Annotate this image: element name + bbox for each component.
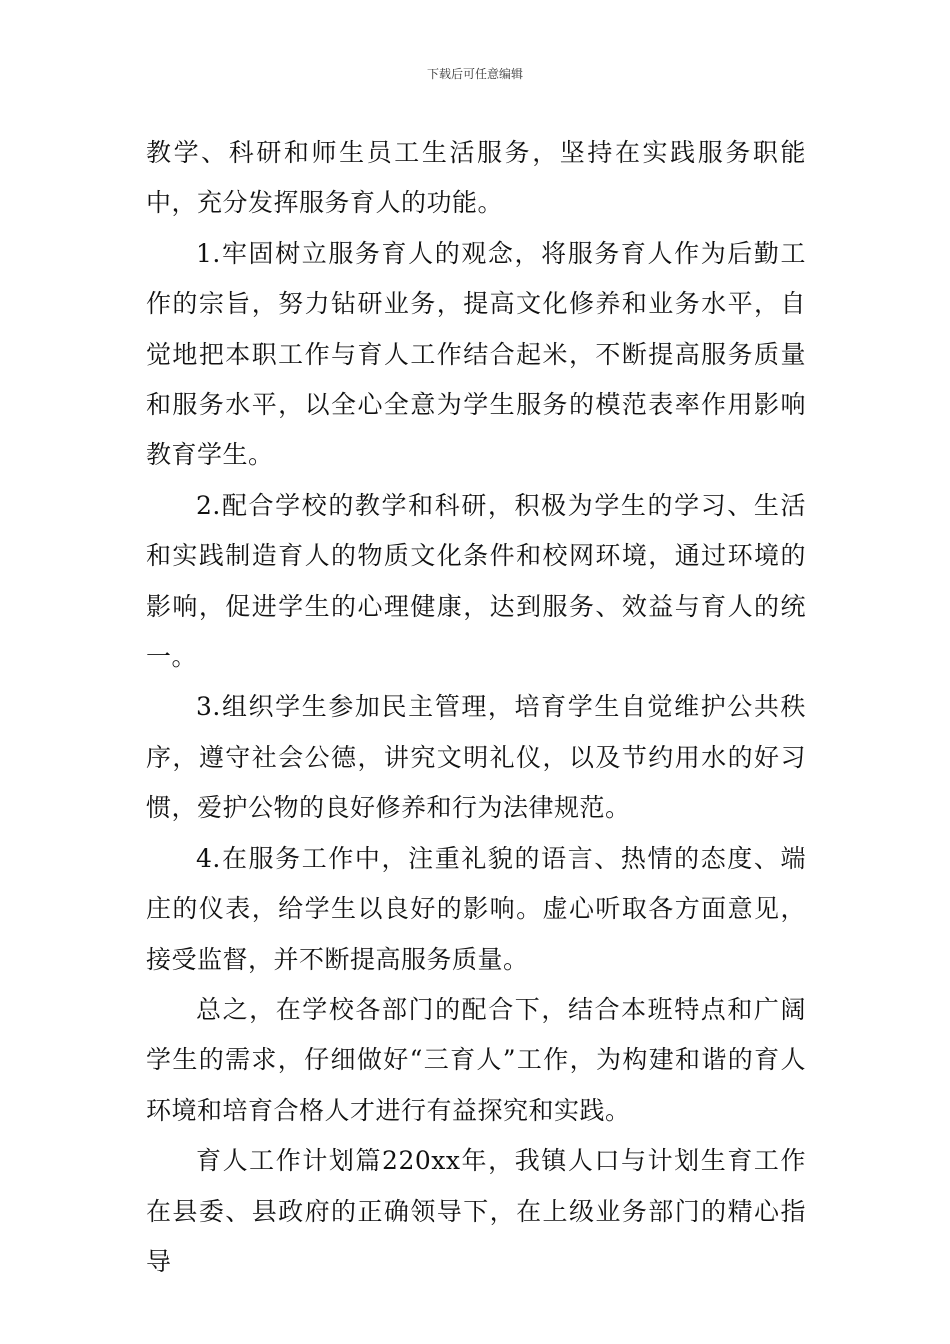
paragraph: 1.牢固树立服务育人的观念，将服务育人作为后勤工作的宗旨，努力钻研业务，提高文化修养和业务水平，自觉地把本职工作与育人工作结合起米，不断提高服务质量和服务水平，以全心全意为学生服务的模范表率作用影响教育学生。 — [146, 238, 806, 470]
paragraph: 4.在服务工作中，注重礼貌的语言、热情的态度、端庄的仪表，给学生以良好的影响。虚心听取各方面意见，接受监督，并不断提高服务质量。 — [146, 843, 806, 974]
paragraph: 3.组织学生参加民主管理，培育学生自觉维护公共秩序，遵守社会公德，讲究文明礼仪，以及节约用水的好习惯，爱护公物的良好修养和行为法律规范。 — [146, 692, 806, 823]
paragraph: 教学、科研和师生员工生活服务，坚持在实践服务职能中，充分发挥服务育人的功能。 — [146, 138, 806, 218]
paragraph: 育人工作计划篇220xx年，我镇人口与计划生育工作在县委、县政府的正确领导下，在上级业务部门的精心指导 — [146, 1146, 806, 1276]
paragraph: 总之，在学校各部门的配合下，结合本班特点和广阔学生的需求，仔细做好“三育人”工作，为构建和谐的育人环境和培育合格人才进行有益探究和实践。 — [146, 994, 806, 1125]
paragraph: 2.配合学校的教学和科研，积极为学生的学习、生活和实践制造育人的物质文化条件和校网环境，通过环境的影响，促进学生的心理健康，达到服务、效益与育人的统一。 — [146, 490, 806, 672]
page-header: 下载后可任意编辑 — [426, 67, 523, 81]
document-body — [146, 128, 806, 1287]
